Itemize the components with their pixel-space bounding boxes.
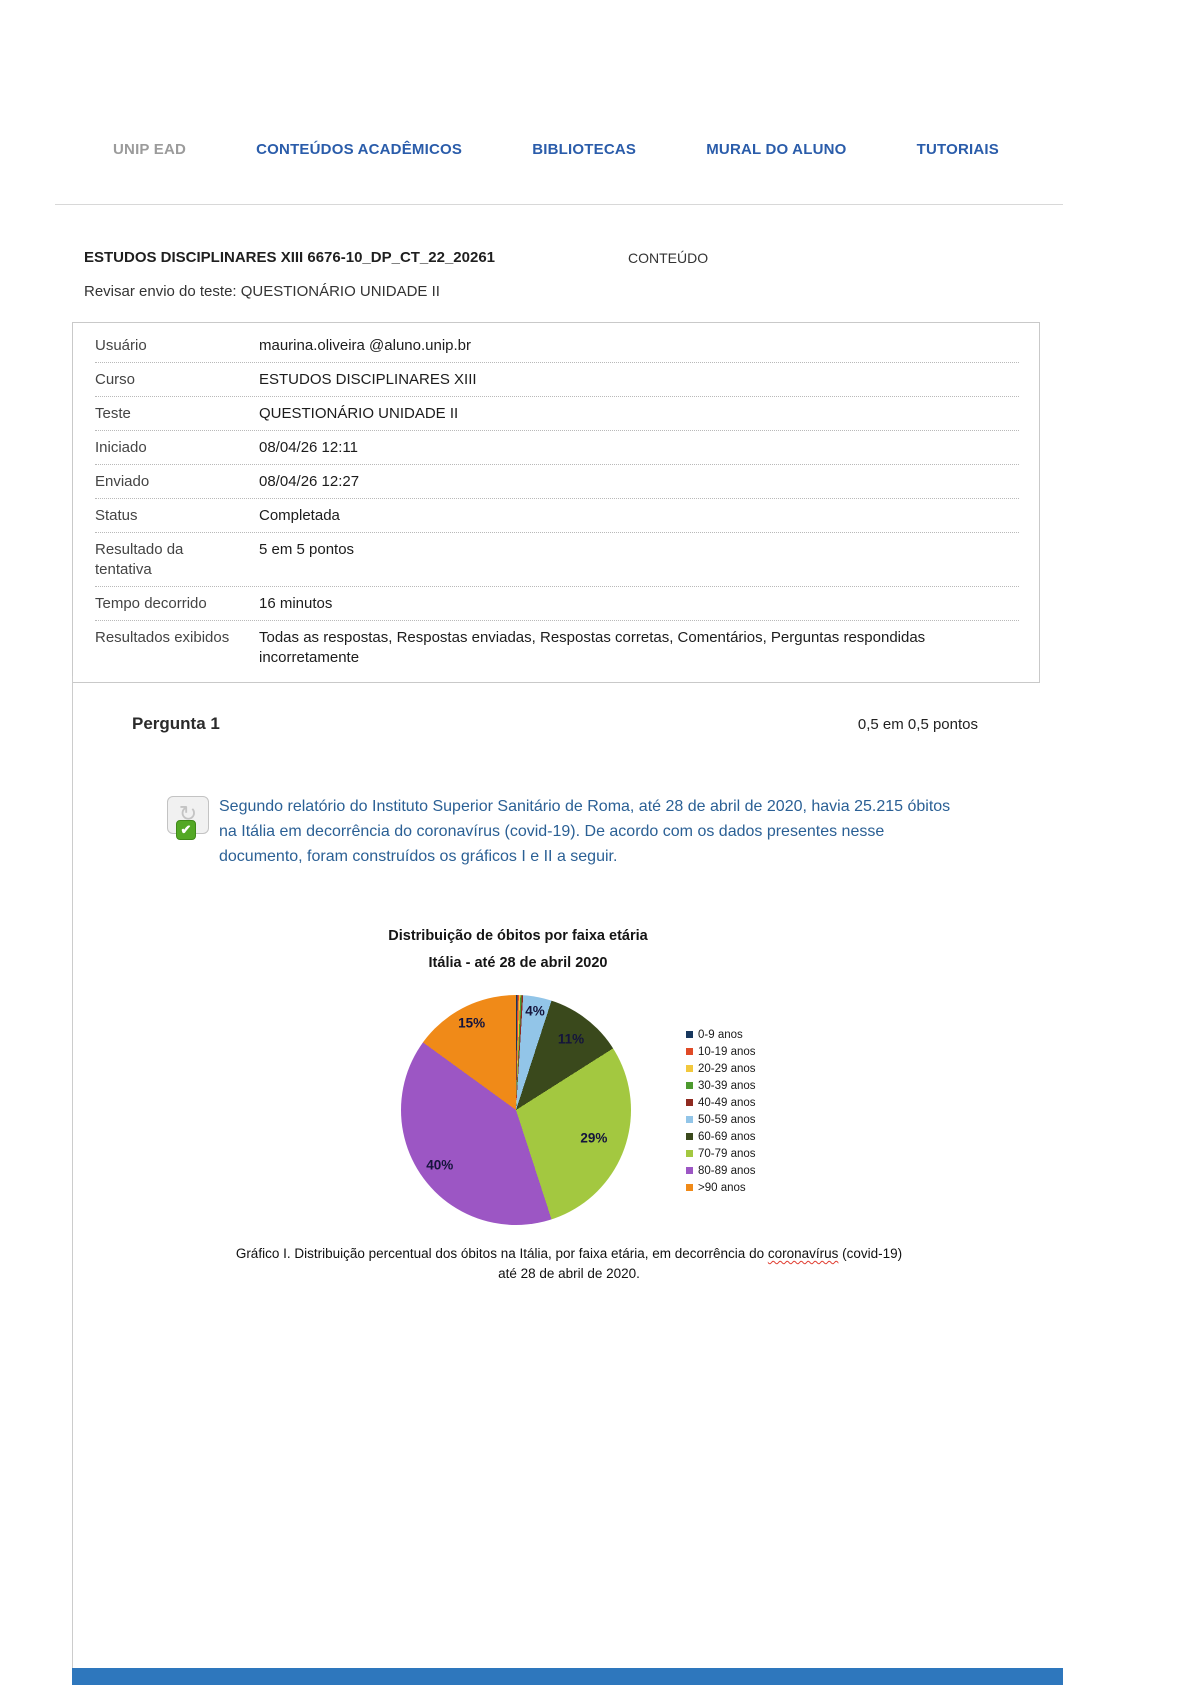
pie-chart <box>73 986 1064 1256</box>
legend-item <box>686 1026 756 1043</box>
pie-slice-label: 4% <box>525 1003 545 1019</box>
summary-row-label: Iniciado <box>95 439 147 456</box>
legend-item <box>686 1111 756 1128</box>
summary-rows <box>95 329 1019 674</box>
nav-conteudos-academicos[interactable]: CONTEÚDOS ACADÊMICOS <box>256 141 463 158</box>
pie-slice-label: 29% <box>580 1130 608 1146</box>
chart-title: Distribuição de óbitos por faixa etária <box>388 928 648 944</box>
summary-row-label: Resultados exibidos <box>95 629 230 646</box>
summary-row-value: 08/04/26 12:11 <box>259 439 358 456</box>
caption-text: Gráfico I. Distribuição percentual dos óbitos na Itália, por faixa etária, em decorrência do <box>235 1246 768 1261</box>
legend-item <box>686 1179 756 1196</box>
summary-row-value: 08/04/26 12:27 <box>259 473 360 490</box>
summary-row-label: Tempo decorrido <box>95 595 207 612</box>
summary-row-label: Status <box>95 507 138 524</box>
summary-row <box>95 587 1019 621</box>
summary-row-label: Usuário <box>95 337 147 354</box>
legend-label: 50-59 anos <box>698 1113 756 1126</box>
legend-item <box>686 1043 756 1060</box>
legend-swatch <box>686 1150 693 1157</box>
question-points: 0,5 em 0,5 pontos <box>857 716 978 733</box>
legend-swatch <box>686 1116 693 1123</box>
legend-label: 80-89 anos <box>698 1164 756 1177</box>
top-nav <box>113 141 999 158</box>
legend-label: 0-9 anos <box>698 1028 743 1041</box>
summary-row-label: Teste <box>95 405 131 422</box>
nav-brand: UNIP EAD <box>113 141 187 158</box>
summary-row <box>95 363 1019 397</box>
question-header <box>132 714 978 734</box>
legend-swatch <box>686 1099 693 1106</box>
green-check-icon: ✔ <box>176 820 196 840</box>
nav-bibliotecas[interactable]: BIBLIOTECAS <box>532 141 637 158</box>
question-text: Segundo relatório do Instituto Superior Sanitário de Roma, até 28 de abril de 2020, havia 25.215 óbitos na Itália em decorrência do coronavírus (covid-19). De acordo com os dados presentes nesse documento, foram construídos os gráficos I e II a seguir. <box>219 798 951 865</box>
header-divider <box>55 204 1063 205</box>
legend-swatch <box>686 1048 693 1055</box>
legend-swatch <box>686 1184 693 1191</box>
nav-mural-do-aluno[interactable]: MURAL DO ALUNO <box>706 141 847 158</box>
summary-row <box>95 621 1019 674</box>
legend-label: 40-49 anos <box>698 1096 756 1109</box>
question-panel <box>72 676 1063 1668</box>
summary-row-value: 16 minutos <box>259 595 333 612</box>
bottom-bar <box>72 1668 1063 1685</box>
summary-row-value: Todas as respostas, Respostas enviadas, Respostas corretas, Comentários, Perguntas respondidas incorretamente <box>259 629 926 666</box>
legend-swatch <box>686 1065 693 1072</box>
pie-slice-label: 11% <box>557 1031 585 1047</box>
question-title: Pergunta 1 <box>132 714 220 733</box>
legend-item <box>686 1077 756 1094</box>
chart-caption <box>229 1244 909 1284</box>
legend-swatch <box>686 1082 693 1089</box>
legend-item <box>686 1060 756 1077</box>
pie-graphic <box>401 995 631 1225</box>
summary-row-value: QUESTIONÁRIO UNIDADE II <box>259 405 459 422</box>
summary-row-value: ESTUDOS DISCIPLINARES XIII <box>259 371 477 388</box>
content-breadcrumb: CONTEÚDO <box>628 250 709 266</box>
summary-row-value: Completada <box>259 507 340 524</box>
nav-tutoriais[interactable]: TUTORIAIS <box>916 141 999 158</box>
legend-label: 20-29 anos <box>698 1062 756 1075</box>
legend-item <box>686 1128 756 1145</box>
summary-row-value: maurina.oliveira @aluno.unip.br <box>259 337 472 354</box>
legend-label: 70-79 anos <box>698 1147 756 1160</box>
course-title: ESTUDOS DISCIPLINARES XIII 6676-10_DP_CT_22_20261 <box>84 249 496 266</box>
summary-row <box>95 329 1019 363</box>
legend-label: 30-39 anos <box>698 1079 756 1092</box>
attempt-summary-box <box>72 322 1040 683</box>
summary-row <box>95 499 1019 533</box>
chart-subtitle: Itália - até 28 de abril 2020 <box>428 955 608 971</box>
legend-item <box>686 1145 756 1162</box>
chart-legend <box>686 1026 756 1196</box>
legend-swatch <box>686 1133 693 1140</box>
legend-swatch <box>686 1167 693 1174</box>
legend-label: 10-19 anos <box>698 1045 756 1058</box>
legend-label: >90 anos <box>698 1181 746 1194</box>
pie-slice-label: 15% <box>458 1015 486 1031</box>
legend-label: 60-69 anos <box>698 1130 756 1143</box>
caption-text-end: (covid-19) até 28 de abril de 2020. <box>498 1246 903 1281</box>
legend-item <box>686 1162 756 1179</box>
summary-row-label: Resultado da tentativa <box>95 541 184 578</box>
legend-item <box>686 1094 756 1111</box>
summary-row <box>95 465 1019 499</box>
correct-answer-icon <box>167 796 213 842</box>
summary-row <box>95 533 1019 587</box>
page-subtitle: Revisar envio do teste: QUESTIONÁRIO UNIDADE II <box>84 283 440 300</box>
legend-swatch <box>686 1031 693 1038</box>
summary-row <box>95 431 1019 465</box>
pie-slice-label: 40% <box>426 1157 454 1173</box>
summary-row-label: Enviado <box>95 473 150 490</box>
summary-row <box>95 397 1019 431</box>
caption-misspelled-word: coronavírus <box>767 1246 839 1261</box>
summary-row-label: Curso <box>95 371 136 388</box>
summary-row-value: 5 em 5 pontos <box>259 541 355 558</box>
